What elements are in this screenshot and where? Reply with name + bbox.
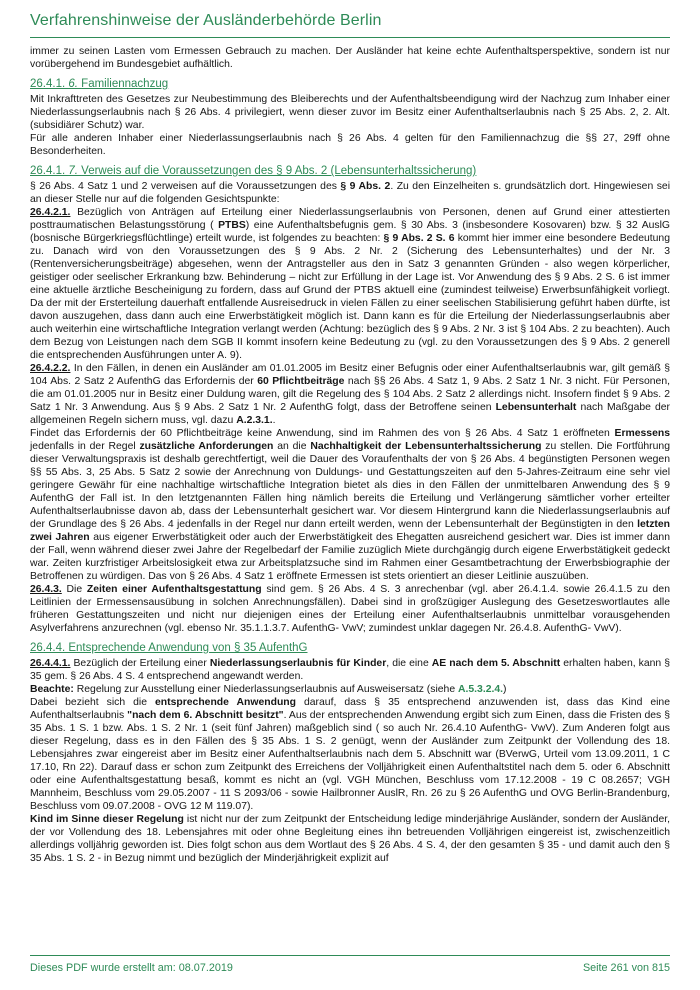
text-run: Ermessens (614, 428, 670, 439)
text-run: ) eine Aufenthaltsbefugnis gem. § 30 Abs. 3 (insbesondere Kosovaren) bzw. § 32 AuslG (bosnische Bürgerkriegsflüchtlinge) erteilt wurde, ist folgendes zu beachten: (30, 220, 670, 244)
text-run: Lebensunterhalt (495, 402, 577, 413)
text-run: nach §§ 26 Abs. 4 Satz 1, 9 Abs. 2 Satz 1 Nr. 3 nicht. Für Personen, die am 01.01.2005 nur in Besitz einer Duldung waren, gilt die Regelung des § 104 Abs. 2 Satz 2 allerdings nicht. Insofern findet § 9 Abs. 2 Satz 1 Nr. 3 Anwendung. Aus § 9 Abs. 2 Satz 1 Nr. 2 AufenthG folgt, dass der Betroffene seinen (30, 376, 670, 413)
cross-reference-link[interactable]: A.5.3.2.4. (457, 684, 504, 695)
text-run: AE nach dem 5. Abschnitt (431, 658, 561, 669)
paragraph (30, 45, 670, 71)
text-run: immer zu seinen Lasten vom Ermessen Gebrauch zu machen. Der Ausländer hat keine echte Aufenthaltsperspektive, sondern ist nur vorübergehend im Bundesgebiet aufhältlich. (30, 46, 670, 70)
text-run: § 9 Abs. 2 (340, 181, 391, 192)
paragraph (30, 427, 670, 583)
page-title: Verfahrenshinweise der Ausländerbehörde Berlin (30, 12, 382, 29)
paragraph (30, 813, 670, 865)
text-run: . Zu den Einzelheiten s. grundsätzlich dort. Hingewiesen sei an dieser Stelle nur auf die folgenden Gesichtspunkte: (30, 181, 670, 205)
text-run: 26.4.1. (30, 165, 69, 177)
document-header (30, 12, 670, 38)
text-run: Zeiten einer Aufenthaltsgestattung (86, 584, 262, 595)
text-run: 26.4.1. (30, 78, 69, 90)
text-run: zu stellen. Die Fortführung dieser Verwaltungspraxis ist deshalb gerechtfertigt, weil die Dauer des Voraufenthalts der von § 26 Abs. 4 begünstigten Personen wegen §§ 55 Abs. 3, 25 Abs. 5 Satz 2 sowie der Anrechnung von Duldungs- und Gestattungszeiten auf den 5-Jahres-Zeitraum eine sehr viel geringere Gewähr für eine nachhaltige wirtschaftliche Integration bietet als dies in den Fällen der unmittelbaren Anwendung des § 9 AufenthG der Fall ist. In den letztgenannten Fällen hing nämlich bereits die Erteilung und Verlängerung sämtlicher vorher erteilter Aufenthaltserlaubnisse davon ab, dass der Lebensunterhalt gesichert war. Vor diesem Hintergrund kann die Niederlassungserlaubnis auf der Grundlage des § 26 Abs. 4 jedenfalls in der Regel nur dann erteilt werden, wenn der Lebensunterhalt der Begünstigten in den (30, 441, 670, 530)
text-run: PTBS (218, 220, 246, 231)
footer-created-date: Dieses PDF wurde erstellt am: 08.07.2019 (30, 962, 233, 974)
document-body (30, 45, 670, 865)
text-run: 7. (68, 165, 82, 177)
text-run: Bezüglich von Anträgen auf Erteilung einer Niederlassungserlaubnis von Personen, denen auf Grund einer attestierten posttraumatischen Belastungsstörung ( (30, 207, 670, 231)
subsection-number: 26.4.2.1. (30, 207, 71, 218)
text-run: In den Fällen, in denen ein Ausländer am 01.01.2005 im Besitz einer Befugnis oder einer Aufenthaltserlaubnis war, gilt gemäß § 104 Abs. 2 Satz 2 AufenthG das Erfordernis der (30, 363, 670, 387)
text-run: Dabei bezieht sich die (30, 697, 156, 708)
text-run: Nachhaltigkeit der Lebensunterhaltssicherung (310, 441, 542, 452)
text-run: Bezüglich der Erteilung einer (70, 658, 210, 669)
text-run: 26.4.4. Entsprechende Anwendung von § 35 AufenthG (30, 642, 308, 654)
text-run: A.2.3.1. (236, 415, 273, 426)
text-run: kommt hier immer eine besondere Bedeutung zu. Danach wird von den Voraussetzungen des § 9 Abs. 2 Nr. 2 (Sicherung des Lebensunterhaltes) und der Nr. 3 (Rentenversicherungsbeiträge) abgesehen, wenn der Antragsteller aus den in Satz 3 genannten Gründen - also wegen körperlicher, geistiger oder seelischer Erkrankung bzw. Behinderung – nicht zur Erfüllung in der Lage ist. Vor Anwendung des § 9 Abs. 2 S. 6 ist immer eine aktuelle ärztliche Bescheinigung zu fordern, dass auf Grund der PTBS aktuell eine (zumindest teilweise) Erwerbsunfähigkeit vorliegt. Da der mit der Ersterteilung dauerhaft entfallende Ausreisedruck in vielen Fällen zu einer seelischen Stabilisierung geführt haben dürfte, ist davon auszugehen, dass dann auch eine Erwerbstätigkeit möglich ist. Dann kann es für die Erteilung der Niederlassungserlaubnis aber auch weiterhin eine wirtschaftliche Integration verlangt werden (Achtung: bezüglich des § 9 Abs. 2 Nr. 3 ist § 104 Abs. 2 zu beachten). Auch dem Bezug von Leistungen nach dem SGB II kommt insofern keine Bedeutung zu (vgl. zu den Voraussetzungen des § 9 Abs. 2 generell die entsprechenden Ausführungen unter A. 9). (30, 233, 670, 361)
text-run: nach Maßgabe der allgemeinen Regeln sichern muss, vgl. dazu (30, 402, 670, 426)
paragraph (30, 362, 670, 427)
document-footer (30, 955, 670, 974)
text-run: Verweis auf die Voraussetzungen des § 9 Abs. 2 (Lebensunterhaltssicherung) (81, 165, 477, 177)
text-run: Findet das Erfordernis der 60 Pflichtbeiträge keine Anwendung, sind im Rahmen des von § 26 Abs. 4 Satz 1 eröffneten (30, 428, 615, 439)
paragraph (30, 683, 670, 696)
footer-page-number: Seite 261 von 815 (582, 962, 670, 974)
paragraph (30, 93, 670, 132)
paragraph (30, 696, 670, 813)
paragraph (30, 180, 670, 206)
subsection-number: 26.4.3. (30, 584, 62, 595)
text-run: Kind im Sinne dieser Regelung (30, 814, 184, 825)
text-run: an die (273, 441, 311, 452)
subsection-number: 26.4.4.1. (30, 658, 71, 669)
text-run: sind gem. § 26 Abs. 4 S. 3 anrechenbar (vgl. aber 26.4.1.4. sowie 26.4.1.5 zu den Leitlinien der Ermessensausübung in solchen Anrechnungsfällen). Dabei sind in großzügiger Auslegung des Gesetzeswortlautes alle früheren Gestattungszeiten und nicht nur diejenigen eines der Erteilung einer Aufenthaltserlaubnis unmittelbar vorausgehenden Asylverfahrens anzurechnen (vgl. ebenso Nr. 35.1.1.3.7. AufenthG- VwV; zumindest unklar dagegen Nr. 26.4.8. AufenthG- VwV). (30, 584, 670, 634)
section-heading (30, 642, 670, 654)
text-run: § 9 Abs. 2 S. 6 (383, 233, 455, 244)
text-run: ) (503, 684, 507, 695)
text-run: . Aus der entsprechenden Anwendung ergibt sich zum Einen, dass die Fristen des § 35 Abs. 1 S. 1 bzw. Abs. 1 S. 2 Nr. 1 (seit fünf Jahren) maßgeblich sind ( so auch Nr. 26.4.10 AufenthG- VwV). Zum Anderen folgt aus dieser Regelung, dass es in den Fällen des § 35 Abs. 1 S. 2 genügt, wenn der Ausländer zum Zeitpunkt der Vollendung des 18. Lebensjahres zwar eingereist aber im Besitz einer Aufenthaltserlaubnis nach dem 5. Abschnitt war (BVerwG, Urteil vom 13.09.2011, 1 C 17.10, Rn 22). Darauf dass er schon zum Zeitpunkt des Erreichens der Volljährigkeit einen Aufenthaltstitel nach dem 5. oder 6. Abschnitt oder eine Aufenthaltsgestattung besaß, kommt es nicht an (vgl. VGH München, Beschluss vom 17.12.2008 - 19 C 08.2657; VGH Mannheim, Beschluss vom 29.05.2007 - 11 S 2093/06 - sowie Hailbronner AuslR, Rn. 26 zu § 26 AufenthG und OVG Berlin-Brandenburg, Beschluss vom 09.07.2008 - OVG 12 M 119.07). (30, 710, 671, 812)
text-run: darauf, dass § 35 entsprechend anzuwenden ist, dass das Kind eine Aufenthaltserlaubnis (30, 697, 670, 721)
text-run: Die (61, 584, 87, 595)
subsection-number: 26.4.2.2. (30, 363, 71, 374)
paragraph (30, 132, 670, 158)
text-run: , die eine (386, 658, 432, 669)
text-run: Beachte: (30, 684, 74, 695)
text-run: Regelung zur Ausstellung einer Niederlassungserlaubnis auf Ausweisersatz (siehe (73, 684, 458, 695)
text-run: . (272, 415, 276, 426)
text-run: zusätzliche Anforderungen (139, 441, 274, 452)
paragraph (30, 583, 670, 635)
text-run: jedenfalls in der Regel (30, 441, 140, 452)
text-run: Niederlassungserlaubnis für Kinder (209, 658, 387, 669)
text-run: Familiennachzug (81, 78, 169, 90)
text-run: Mit Inkrafttreten des Gesetzes zur Neubestimmung des Bleiberechts und der Aufenthaltsbeendigung wird der Nachzug zum Inhaber einer Niederlassungserlaubnis nach § 26 Abs. 4 privilegiert, wenn dieser zuvor im Besitz einer Aufenthaltserlaubnis nach § 25 Abs. 2, 2. Alt. (subsidiärer Schutz) war. (30, 94, 670, 131)
text-run: erhalten haben, kann § 35 gem. § 26 Abs. 4 S. 4 entsprechend angewandt werden. (30, 658, 671, 682)
text-run: ist nicht nur der zum Zeitpunkt der Entscheidung ledige minderjährige Ausländer, sondern der Ausländer, der vor Vollendung des 18. Lebensjahres mit oder ohne Begleitung eines ihn betreuenden Volljährigen eingereist ist, zwischenzeitlich allerdings volljährig geworden ist. Dies folgt schon aus dem Wortlaut des § 26 Abs. 4 S. 4, der den gesamten § 35 - und damit auch den § 35 Abs. 1 S. 2 - in Bezug nimmt und bezüglich der Minderjährigkeit explizit auf (30, 814, 671, 864)
paragraph (30, 657, 670, 683)
text-run: "nach dem 6. Abschnitt besitzt" (127, 710, 284, 721)
text-run: 6. (68, 78, 82, 90)
text-run: 60 Pflichtbeiträge (257, 376, 345, 387)
section-heading (30, 165, 670, 177)
text-run: aus eigener Erwerbstätigkeit oder auch der Erwerbstätigkeit des Ehegatten ausreichend gesichert war. Dies ist immer dann der Fall, wenn während dieser zwei Jahre der Regelbedarf der Familie zuzüglich Miete durchgängig durch eigene Erwerbstätigkeit gedeckt war. Zeiten kurzfristiger Arbeitslosigkeit etwa zur Arbeitsplatzsuche sind im Rahmen einer Gesamtbetrachtung der Erwerbsbiographie der Betroffenen zu würdigen. Das von § 26 Abs. 4 Satz 1 eröffnete Ermessen ist stets orientiert an dieser Leitlinie auszuüben. (30, 532, 670, 582)
text-run: Für alle anderen Inhaber einer Niederlassungserlaubnis nach § 26 Abs. 4 gelten für den Familiennachzug die §§ 27, 29ff ohne Besonderheiten. (30, 133, 670, 157)
text-run: § 26 Abs. 4 Satz 1 und 2 verweisen auf die Voraussetzungen des (30, 181, 341, 192)
text-run: entsprechende Anwendung (155, 697, 296, 708)
paragraph (30, 206, 670, 362)
section-heading (30, 78, 670, 90)
text-run: letzten zwei Jahren (30, 519, 670, 543)
